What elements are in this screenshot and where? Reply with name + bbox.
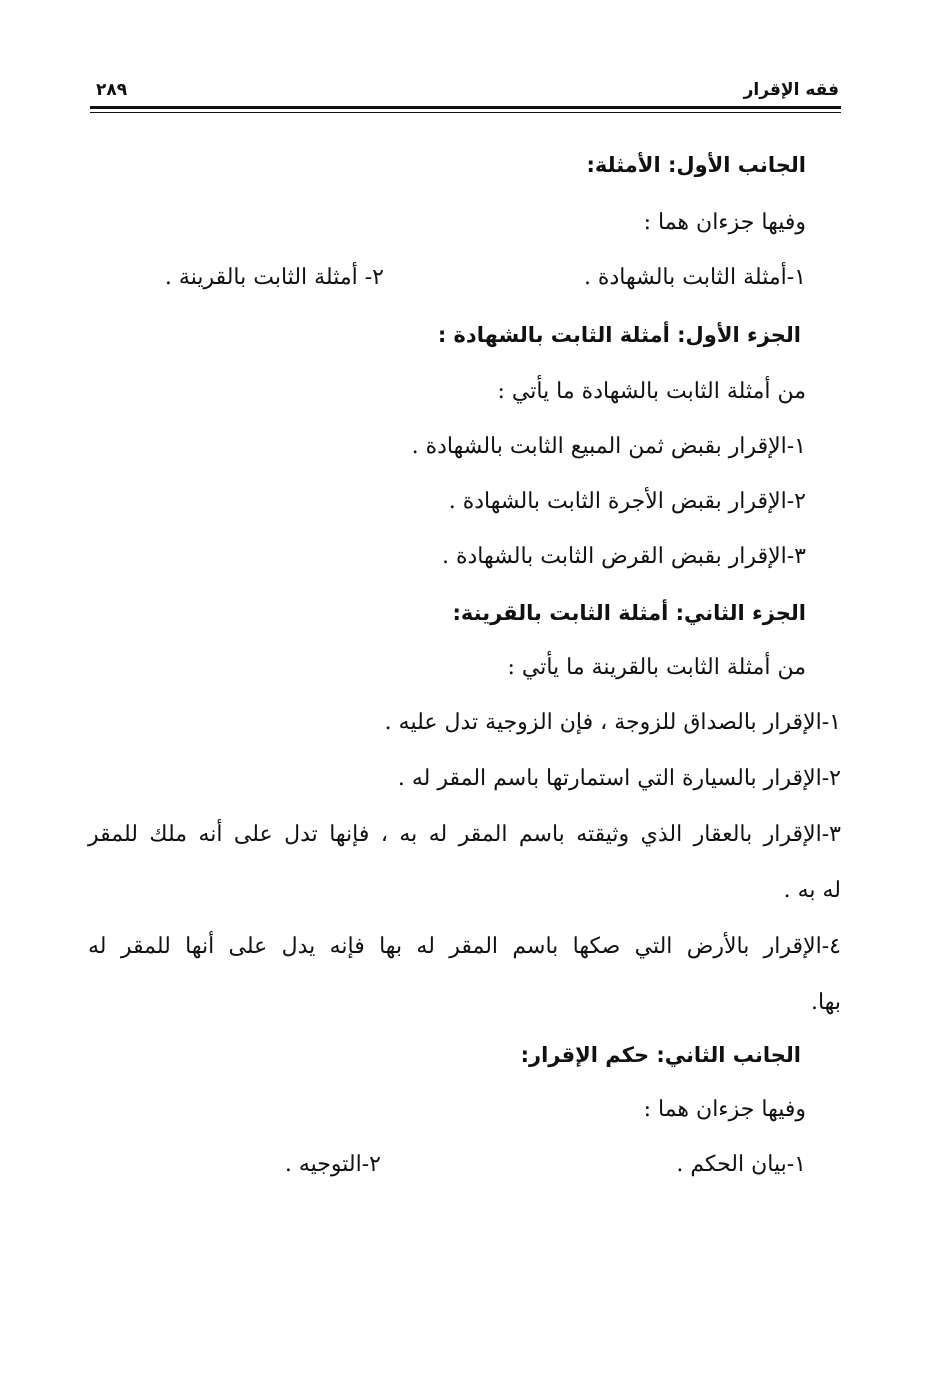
subsection-heading-witness: الجزء الأول: أمثلة الثابت بالشهادة : (437, 323, 801, 347)
section-intro: وفيها جزءان هما : (643, 210, 806, 235)
list-item: ٢-الإقرار بقبض الأجرة الثابت بالشهادة . (448, 489, 806, 514)
list-item-continuation: بها. (811, 990, 841, 1015)
subsection-intro: من أمثلة الثابت بالقرينة ما يأتي : (507, 655, 806, 680)
list-item: ٢- أمثلة الثابت بالقرينة . (164, 265, 384, 290)
header-rule-thick (90, 106, 841, 109)
section-intro: وفيها جزءان هما : (643, 1097, 806, 1122)
list-item: ٣-الإقرار بالعقار الذي وثيقته باسم المقر له به ، فإنها تدل على أنه ملك للمقر (88, 822, 841, 847)
list-item-continuation: له به . (783, 878, 841, 903)
list-item: ٢-الإقرار بالسيارة التي استمارتها باسم المقر له . (397, 766, 841, 791)
list-item: ١-بيان الحكم . (676, 1152, 806, 1177)
list-item: ١-الإقرار بالصداق للزوجة ، فإن الزوجية تدل عليه . (384, 710, 841, 735)
list-item: ١-أمثلة الثابت بالشهادة . (583, 265, 806, 290)
list-item: ١-الإقرار بقبض ثمن المبيع الثابت بالشهادة . (411, 434, 806, 459)
list-item: ٣-الإقرار بقبض القرض الثابت بالشهادة . (442, 544, 806, 569)
running-title: فقه الإقرار (743, 80, 839, 100)
section-heading-ruling: الجانب الثاني: حكم الإقرار: (520, 1043, 801, 1067)
list-item: ٢-التوجيه . (284, 1152, 381, 1177)
section-heading-examples: الجانب الأول: الأمثلة: (586, 153, 806, 177)
page-number: ٢٨٩ (96, 80, 128, 100)
subsection-heading-evidence: الجزء الثاني: أمثلة الثابت بالقرينة: (452, 601, 806, 625)
list-item: ٤-الإقرار بالأرض التي صكها باسم المقر له بها فإنه يدل على أنها للمقر له (88, 934, 841, 959)
header-rule-thin (90, 112, 841, 113)
subsection-intro: من أمثلة الثابت بالشهادة ما يأتي : (497, 379, 806, 404)
page-header (90, 78, 841, 114)
